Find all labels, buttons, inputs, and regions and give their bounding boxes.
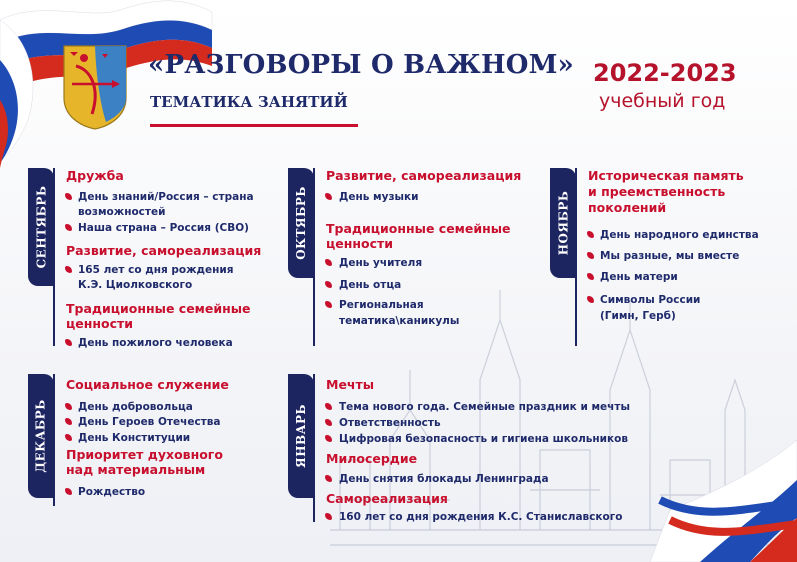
divider-december (53, 374, 55, 506)
month-label-november: НОЯБРЬ (556, 190, 570, 256)
divider-september (53, 168, 55, 346)
red-leaf-bullet-icon (65, 403, 72, 410)
title-underline (150, 124, 358, 127)
red-leaf-bullet-icon (65, 488, 72, 495)
tab-december (28, 374, 54, 498)
red-leaf-bullet-icon (65, 434, 72, 441)
topic-heading: Традиционные семейные (66, 301, 251, 316)
list-item: День снятия блокады Ленинграда (339, 473, 549, 485)
list-item: День Конституции (78, 432, 191, 444)
red-leaf-bullet-icon (325, 435, 332, 442)
red-leaf-bullet-icon (587, 231, 594, 238)
topic-heading: Социальное служение (66, 377, 229, 392)
red-leaf-bullet-icon (587, 296, 594, 303)
month-label-october: ОКТЯБРЬ (294, 186, 308, 260)
tab-january (288, 374, 314, 498)
flag-ribbon-bottom-right-icon (640, 440, 797, 562)
list-item: День знаний/Россия – страна (78, 191, 254, 203)
list-item: Цифровая безопасность и гигиена школьников (339, 433, 629, 445)
topic-heading: над материальным (66, 462, 206, 477)
red-leaf-bullet-icon (65, 193, 72, 200)
list-item: Наша страна – Россия (СВО) (78, 222, 249, 234)
red-leaf-bullet-icon (65, 339, 72, 346)
list-item: День музыки (339, 191, 419, 203)
topic-heading: поколений (588, 200, 667, 215)
topic-heading: Мечты (326, 377, 375, 392)
tab-october (288, 168, 314, 278)
topic-heading: Дружба (66, 168, 124, 183)
topic-heading: Развитие, самореализация (326, 168, 522, 183)
red-leaf-bullet-icon (325, 403, 332, 410)
red-leaf-bullet-icon (587, 273, 594, 280)
topic-heading: ценности (326, 236, 394, 251)
topic-heading: Историческая память (588, 168, 744, 183)
divider-november (575, 168, 577, 346)
red-leaf-bullet-icon (325, 259, 332, 266)
list-item: Символы России (600, 294, 701, 306)
kirov-region-coat-of-arms-icon (62, 44, 128, 130)
divider-january (313, 374, 315, 522)
list-item: тематика\каникулы (339, 315, 460, 327)
topic-heading: Самореализация (326, 491, 448, 506)
topic-heading: Традиционные семейные (326, 221, 511, 236)
list-item: 165 лет со дня рождения (78, 264, 234, 276)
list-item: День учителя (339, 257, 423, 269)
topic-heading: и преемственность (588, 184, 726, 199)
red-leaf-bullet-icon (325, 475, 332, 482)
list-item: 160 лет со дня рождения К.С. Станиславского (339, 511, 623, 523)
school-year-label: учебный год (599, 90, 726, 112)
red-leaf-bullet-icon (325, 193, 332, 200)
list-item: Ответственность (339, 417, 441, 429)
topic-heading: Милосердие (326, 451, 418, 466)
list-item: День добровольца (78, 401, 193, 413)
list-item: День матери (600, 271, 678, 283)
red-leaf-bullet-icon (587, 252, 594, 259)
list-item: День народного единства (600, 229, 759, 241)
list-item: (Гимн, Герб) (600, 310, 676, 322)
list-item: Рождество (78, 486, 146, 498)
red-leaf-bullet-icon (65, 418, 72, 425)
list-item: День Героев Отечества (78, 416, 221, 428)
red-leaf-bullet-icon (325, 513, 332, 520)
topic-heading: Приоритет духовного (66, 447, 223, 462)
red-leaf-bullet-icon (325, 281, 332, 288)
list-item: Мы разные, мы вместе (600, 250, 740, 262)
topic-heading: Развитие, самореализация (66, 243, 262, 258)
tab-november (550, 168, 576, 278)
list-item: Тема нового года. Семейные праздник и мечты (339, 401, 630, 413)
month-label-december: ДЕКАБРЬ (34, 399, 48, 473)
divider-october (313, 168, 315, 346)
month-label-january: ЯНВАРЬ (294, 404, 309, 468)
red-leaf-bullet-icon (65, 266, 72, 273)
red-leaf-bullet-icon (325, 419, 332, 426)
list-item: День пожилого человека (78, 337, 233, 349)
poster-subtitle: ТЕМАТИКА ЗАНЯТИЙ (150, 93, 348, 111)
red-leaf-bullet-icon (325, 301, 332, 308)
month-label-september: СЕНТЯБРЬ (34, 185, 49, 269)
school-year: 2022-2023 (593, 59, 737, 87)
poster-title: «РАЗГОВОРЫ О ВАЖНОМ» (148, 50, 575, 80)
list-item: К.Э. Циолковского (78, 279, 193, 291)
list-item: возможностей (78, 206, 166, 218)
red-leaf-bullet-icon (65, 224, 72, 231)
topic-heading: ценности (66, 316, 134, 331)
tab-september (28, 168, 54, 286)
list-item: День отца (339, 279, 402, 291)
list-item: Региональная (339, 299, 424, 311)
